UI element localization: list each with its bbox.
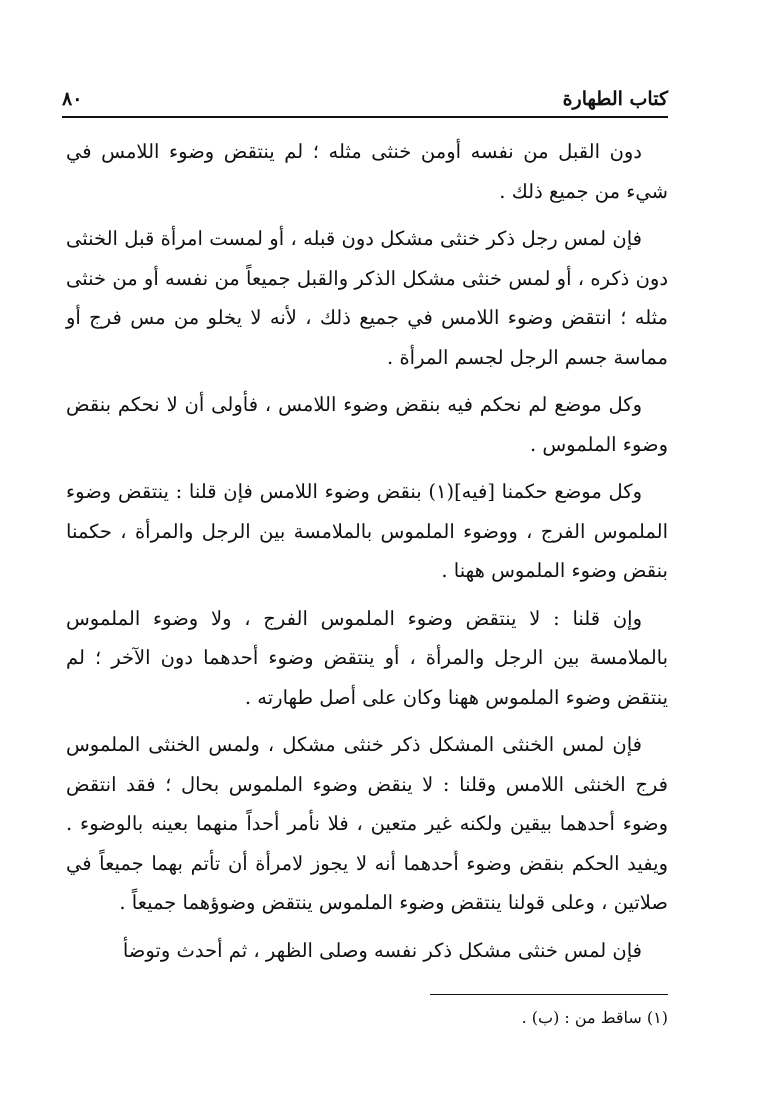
footnote-1: (١) ساقط من : (ب) . (521, 1008, 668, 1027)
footnote-divider (430, 994, 668, 995)
paragraph-5: وإن قلنا : لا ينتقض وضوء الملموس الفرج ، ولا وضوء الملموس بالملامسة بين الرجل والمرأة ، أو ينتقض وضوء أحدهما دون الآخر ؛ لم ينتقض وضوء الملموس ههنا وكان على أصل طهارته . (66, 606, 668, 709)
paragraph-7: فإن لمس خنثى مشكل ذكر نفسه وصلى الظهر ، ثم أحدث وتوضأ (122, 938, 642, 962)
body-text (66, 132, 668, 978)
paragraph-6: فإن لمس الخنثى المشكل ذكر خنثى مشكل ، ولمس الخنثى الملموس فرج الخنثى اللامس وقلنا : لا ينقض وضوء الملموس بحال ؛ فقد انتقض وضوء أحدهما بيقين ولكنه غير متعين ، فلا نأمر أحداً منهما بعينه بالوضوء . ويفيد الحكم بنقض وضوء أحدهما أنه لا يجوز لامرأة أن تأتم بهما جميعاً في صلاتين ، وعلى قولنا ينتقض وضوء الملموس ينتقض وضوؤهما جميعاً . (66, 733, 668, 914)
book-title: كتاب الطهارة (562, 88, 668, 110)
paragraph-4: وكل موضع حكمنا [فيه](١) بنقض وضوء اللامس فإن قلنا : ينتقض وضوء الملموس الفرج ، ووضوء الملموس بالملامسة بين الرجل والمرأة ، حكمنا بنقض وضوء الملموس ههنا . (66, 480, 668, 582)
paragraph-1: دون القبل من نفسه أومن خنثى مثله ؛ لم ينتقض وضوء اللامس في شيء من جميع ذلك . (66, 140, 668, 203)
page-number: ٨٠ (62, 88, 83, 110)
running-header (62, 82, 668, 118)
paragraph-2: فإن لمس رجل ذكر خنثى مشكل دون قبله ، أو لمست امرأة قبل الخنثى دون ذكره ، أو لمس خنثى مشكل الذكر والقبل جميعاً من نفسه أو من خنثى مثله ؛ انتقض وضوء اللامس في جميع ذلك ، لأنه لا يخلو من مس فرج أو مماسة جسم الرجل لجسم المرأة . (66, 227, 668, 369)
paragraph-3: وكل موضع لم نحكم فيه بنقض وضوء اللامس ، فأولى أن لا نحكم بنقض وضوء الملموس . (66, 393, 668, 456)
